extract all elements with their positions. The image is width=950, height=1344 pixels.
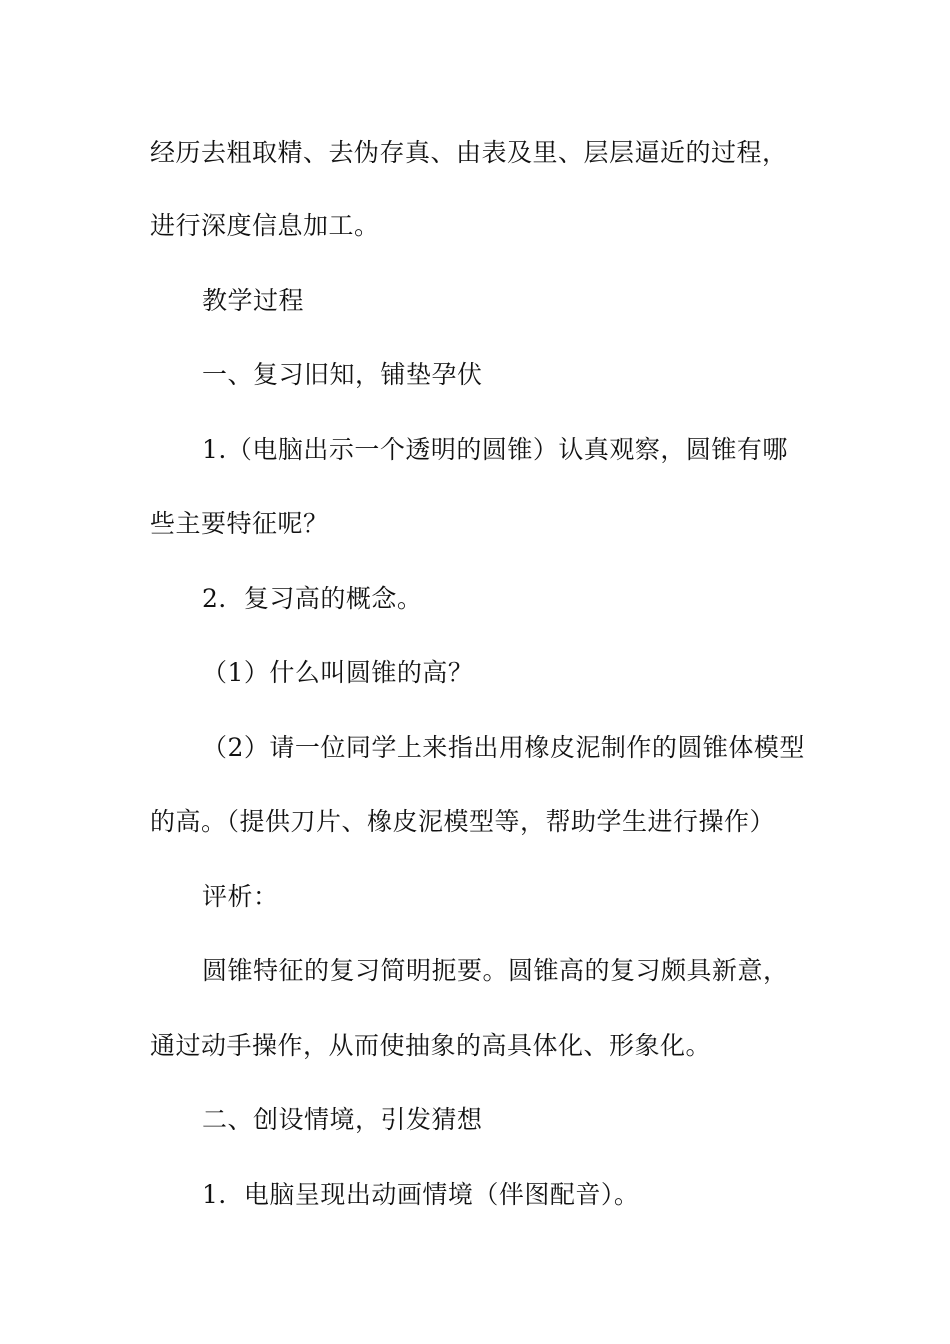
paragraph-line: 的高。（提供刀片、橡皮泥模型等，帮助学生进行操作） — [150, 807, 776, 836]
paragraph-line: （2）请一位同学上来指出用橡皮泥制作的圆锥体模型 — [202, 733, 805, 762]
section-heading: 二、创设情境，引发猜想 — [202, 1105, 483, 1134]
section-heading: 教学过程 — [202, 286, 305, 315]
comment-label: 评析： — [202, 882, 279, 911]
section-heading: 一、复习旧知，铺垫孕伏 — [202, 360, 483, 389]
paragraph-line: 1．电脑呈现出动画情境（伴图配音）。 — [202, 1180, 640, 1209]
paragraph-line: 经历去粗取精、去伪存真、由表及里、层层逼近的过程， — [150, 138, 788, 167]
paragraph-line: 2．复习高的概念。 — [202, 584, 423, 613]
paragraph-line: 通过动手操作，从而使抽象的高具体化、形象化。 — [150, 1031, 712, 1060]
paragraph-line: 些主要特征呢？ — [150, 509, 329, 538]
paragraph-line: 圆锥特征的复习简明扼要。圆锥高的复习颇具新意， — [202, 956, 789, 985]
paragraph-line: 进行深度信息加工。 — [150, 211, 380, 240]
paragraph-line: 1.（电脑出示一个透明的圆锥）认真观察，圆锥有哪 — [202, 435, 788, 464]
paragraph-line: （1）什么叫圆锥的高？ — [202, 658, 474, 687]
